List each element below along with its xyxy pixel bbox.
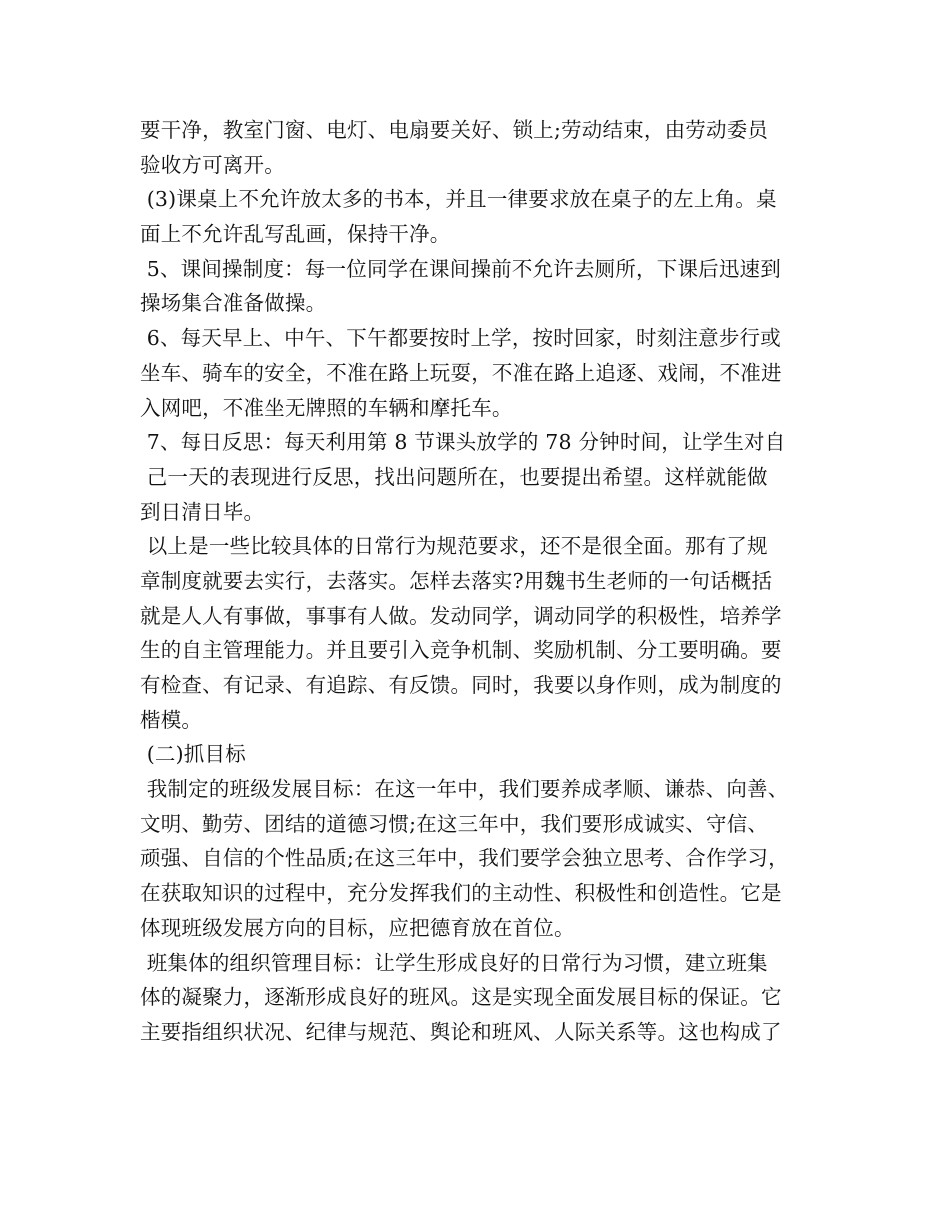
text-line: (3)课桌上不允许放太多的书本，并且一律要求放在桌子的左上角。桌: [140, 187, 777, 212]
text-line: 己一天的表现进行反思，找出问题所在，也要提出希望。这样就能做: [140, 464, 768, 489]
text-line: 顽强、自信的个性品质;在这三年中，我们要学会独立思考、合作学习，: [140, 846, 789, 871]
text-line: 有检查、有记录、有追踪、有反馈。同时，我要以身作则，成为制度的: [140, 673, 782, 697]
text-line: 入网吧，不准坐无牌照的车辆和摩托车。: [140, 395, 513, 420]
section-heading: (二)抓目标: [140, 742, 246, 767]
text-line: 操场集合准备做操。: [140, 291, 327, 316]
text-line: 主要指组织状况、纪律与规范、舆论和班风、人际关系等。这也构成了: [140, 1019, 782, 1044]
text-line: 体的凝聚力，逐渐形成良好的班风。这是实现全面发展目标的保证。它: [140, 985, 782, 1010]
text-line: 文明、勤劳、团结的道德习惯;在这三年中，我们要形成诚实、守信、: [140, 811, 769, 836]
text-line: 7、每日反思：每天利用第 8 节课头放学的 78 分钟时间，让学生对自: [140, 430, 786, 455]
text-line: 面上不允许乱写乱画，保持干净。: [140, 222, 451, 247]
text-line: 5、课间操制度：每一位同学在课间操前不允许去厕所，下课后迅速到: [140, 256, 781, 281]
text-line: 楷模。: [140, 707, 203, 732]
text-line: 6、每天早上、中午、下午都要按时上学，按时回家，时刻注意步行或: [140, 326, 781, 351]
text-line: 生的自主管理能力。并且要引入竞争机制、奖励机制、分工要明确。要: [140, 638, 782, 663]
text-line: 章制度就要去实行，去落实。怎样去落实?用魏书生老师的一句话概括: [140, 568, 773, 593]
text-line: 班集体的组织管理目标：让学生形成良好的日常行为习惯，建立班集: [140, 950, 768, 975]
text-line: 坐车、骑车的安全，不准在路上玩耍，不准在路上追逐、戏闹，不准进: [140, 360, 782, 385]
document-body: [140, 113, 830, 1050]
text-line: 要干净，教室门窗、电灯、电扇要关好、锁上;劳动结束，由劳动委员: [140, 118, 769, 142]
text-line: 就是人人有事做，事事有人做。发动同学，调动同学的积极性，培养学: [140, 603, 782, 628]
text-line: 在获取知识的过程中，充分发挥我们的主动性、积极性和创造性。它是: [140, 881, 782, 906]
text-line: 以上是一些比较具体的日常行为规范要求，还不是很全面。那有了规: [140, 534, 768, 559]
text-line: 我制定的班级发展目标：在这一年中，我们要养成孝顺、谦恭、向善、: [140, 777, 789, 802]
text-line: 到日清日毕。: [140, 499, 265, 524]
text-line: 验收方可离开。: [140, 152, 285, 177]
text-line: 体现班级发展方向的目标，应把德育放在首位。: [140, 915, 575, 940]
